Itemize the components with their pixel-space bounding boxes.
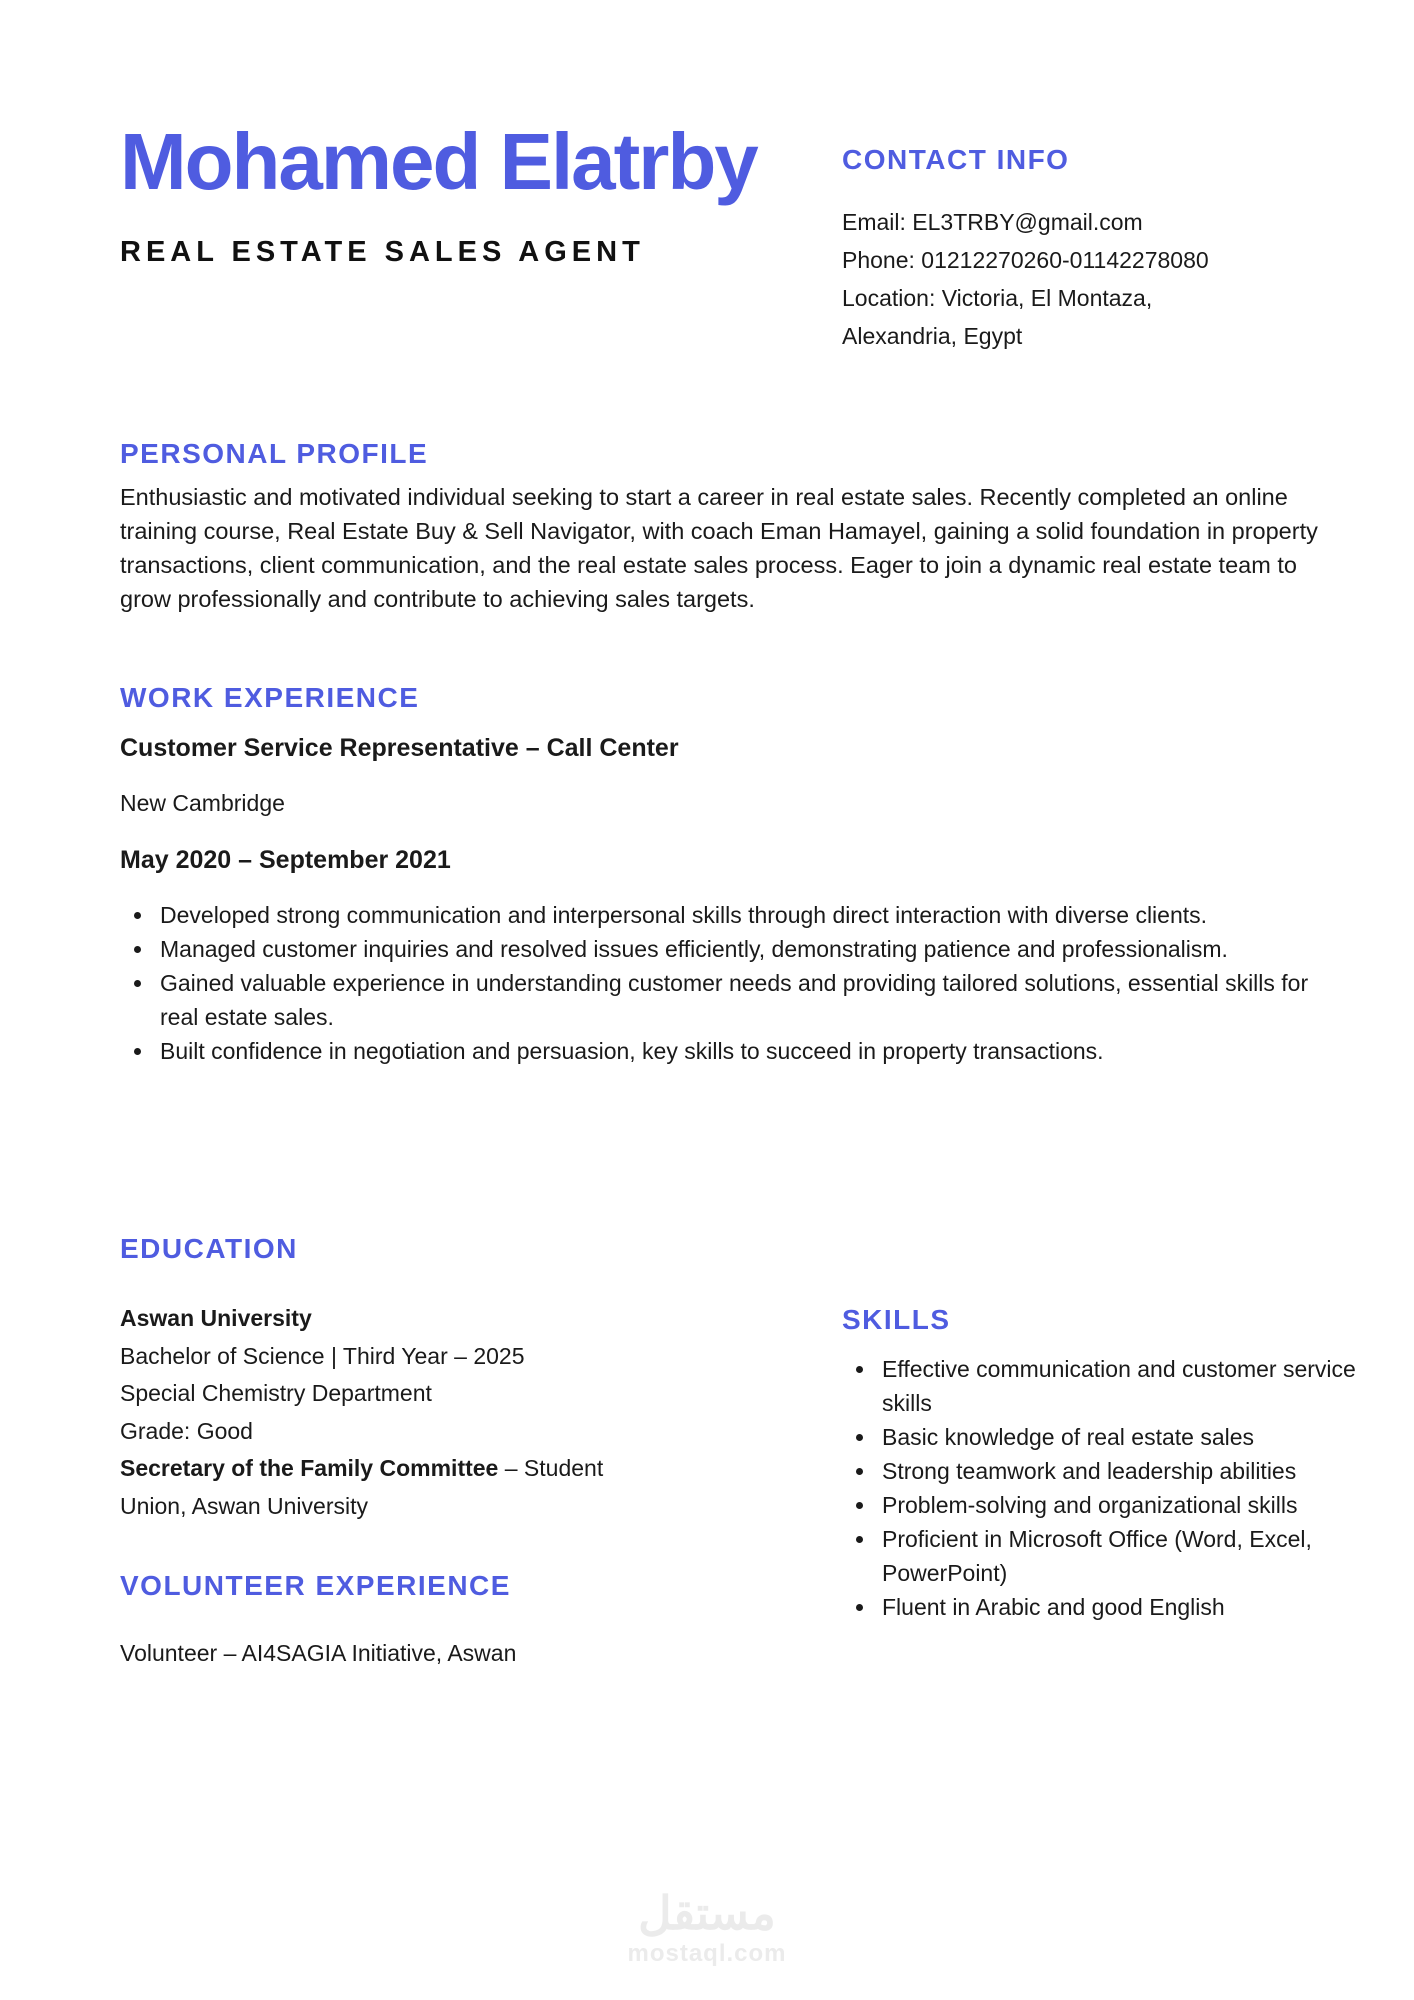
- education-heading: EDUCATION: [120, 1233, 298, 1264]
- list-item: Effective communication and customer service skills: [842, 1352, 1362, 1420]
- watermark-logo: مستقل: [638, 1887, 776, 1939]
- list-item: Proficient in Microsoft Office (Word, Excel, PowerPoint): [842, 1522, 1362, 1590]
- watermark-url: mostaql.com: [627, 1940, 787, 1967]
- education-role-rest: – Student: [498, 1455, 604, 1481]
- job-dates: May 2020 – September 2021: [120, 846, 451, 874]
- education-role-title: Secretary of the Family Committee: [120, 1455, 499, 1481]
- list-item: Strong teamwork and leadership abilities: [842, 1454, 1362, 1488]
- list-item: Developed strong communication and interpersonal skills through direct interaction with diverse clients.: [120, 898, 1320, 932]
- list-item: Gained valuable experience in understanding customer needs and providing tailored solutions, essential skills for real estate sales.: [120, 966, 1320, 1034]
- job-title: Customer Service Representative – Call Center: [120, 734, 679, 762]
- contact-heading: CONTACT INFO: [842, 144, 1070, 175]
- watermark: [0, 1887, 1414, 1968]
- education-role-line2: Union, Aswan University: [120, 1492, 368, 1519]
- education-degree: Bachelor of Science | Third Year – 2025: [120, 1342, 525, 1369]
- contact-location-line1: Location: Victoria, El Montaza,: [842, 285, 1153, 311]
- job-company: New Cambridge: [120, 790, 285, 816]
- education-grade: Grade: Good: [120, 1417, 253, 1444]
- contact-phone: Phone: 01212270260-01142278080: [842, 247, 1209, 273]
- skills-heading: SKILLS: [842, 1304, 951, 1335]
- list-item: Problem-solving and organizational skills: [842, 1488, 1362, 1522]
- education-university: Aswan University: [120, 1305, 312, 1331]
- resume-name: Mohamed Elatrby: [120, 117, 757, 206]
- profile-heading: PERSONAL PROFILE: [120, 438, 429, 469]
- skills-list: [842, 1352, 1362, 1624]
- work-heading: WORK EXPERIENCE: [120, 682, 420, 713]
- education-details: [120, 1300, 760, 1525]
- profile-text: Enthusiastic and motivated individual seeking to start a career in real estate sales. Recently completed an online training course, Real Estate Buy & Sell Navigator, with coach Eman Hamayel, gaining a solid foundation in property transactions, client communication, and the real estate sales process. Eager to join a dynamic real estate team to grow professionally and contribute to achieving sales targets.: [120, 484, 1318, 612]
- list-item: Built confidence in negotiation and persuasion, key skills to succeed in property transactions.: [120, 1034, 1320, 1068]
- list-item: Fluent in Arabic and good English: [842, 1590, 1362, 1624]
- list-item: Managed customer inquiries and resolved issues efficiently, demonstrating patience and professionalism.: [120, 932, 1320, 966]
- work-bullet-list: [120, 898, 1320, 1068]
- contact-details: [842, 203, 1209, 355]
- volunteer-text: Volunteer – AI4SAGIA Initiative, Aswan: [120, 1640, 517, 1666]
- education-department: Special Chemistry Department: [120, 1380, 432, 1406]
- job-role-title: REAL ESTATE SALES AGENT: [120, 236, 645, 268]
- volunteer-heading: VOLUNTEER EXPERIENCE: [120, 1570, 511, 1601]
- list-item: Basic knowledge of real estate sales: [842, 1420, 1362, 1454]
- contact-location-line2: Alexandria, Egypt: [842, 323, 1023, 349]
- contact-email: Email: EL3TRBY@gmail.com: [842, 209, 1143, 235]
